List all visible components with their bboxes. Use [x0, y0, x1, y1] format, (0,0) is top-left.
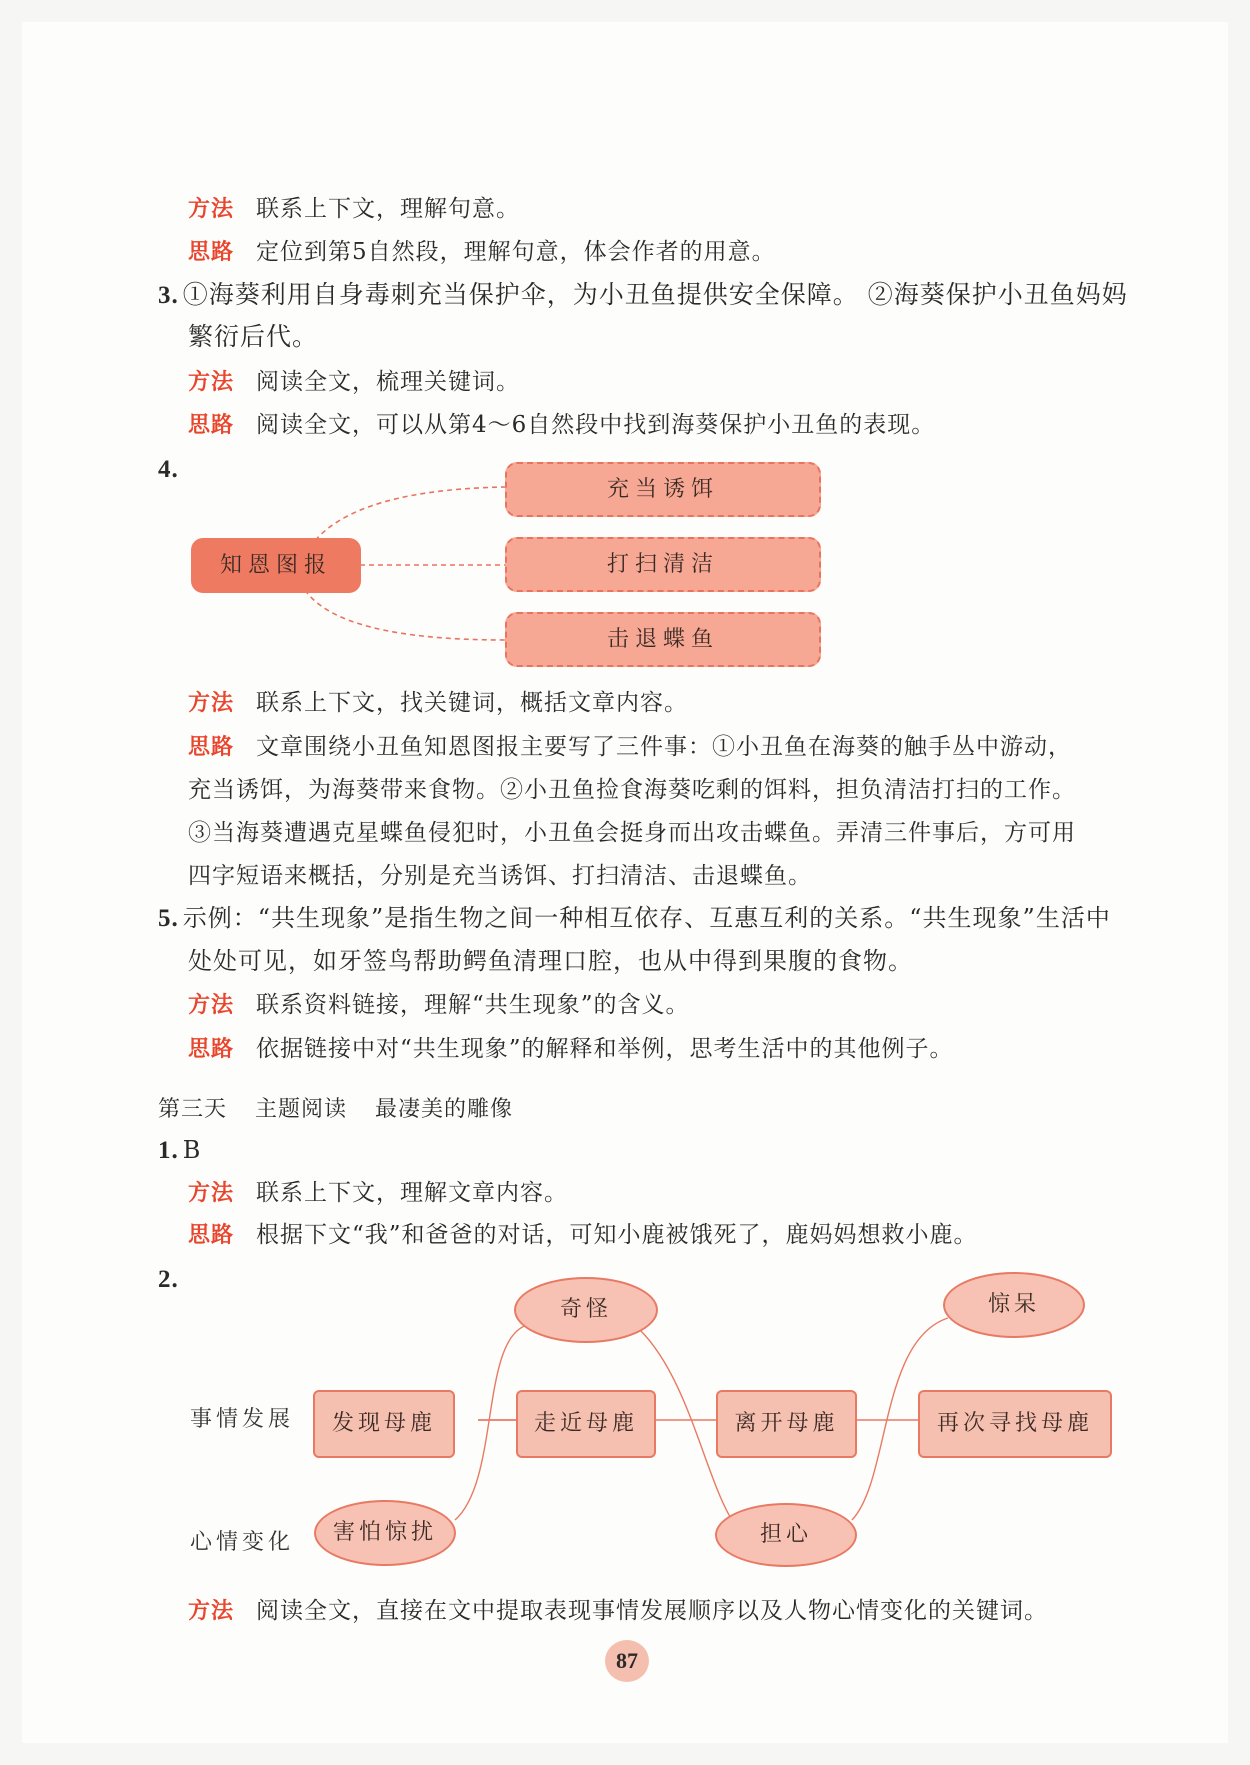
thinking-text: 根据下文“我”和爸爸的对话，可知小鹿被饿死了，鹿妈妈想救小鹿。 — [256, 1222, 978, 1248]
thinking-label: 思路 — [188, 413, 235, 438]
question-number: 1. — [158, 1137, 179, 1164]
thinking-line: ③当海葵遭遇克星蝶鱼侵犯时，小丑鱼会挺身而出攻击蝶鱼。弄清三件事后，方可用 — [188, 820, 1076, 846]
thinking-text: 依据链接中对“共生现象”的解释和举例，思考生活中的其他例子。 — [256, 1036, 954, 1062]
method-label: 方法 — [188, 1181, 235, 1206]
event-node: 走近母鹿 — [516, 1390, 656, 1458]
method-label: 方法 — [188, 993, 235, 1018]
diagram-branch-node: 击退蝶鱼 — [505, 612, 821, 667]
question-number: 5. — [158, 905, 179, 932]
thinking-label: 思路 — [188, 240, 235, 265]
method-label: 方法 — [188, 370, 235, 395]
method-text: 联系上下文，找关键词，概括文章内容。 — [256, 690, 689, 716]
diagram-branch-node: 充当诱饵 — [505, 462, 821, 517]
question-number: 3. — [158, 282, 179, 309]
mood-node-top: 奇怪 — [514, 1277, 658, 1343]
thinking-text: 定位到第5自然段，理解句意，体会作者的用意。 — [256, 239, 776, 265]
heading-day: 第三天 — [158, 1097, 228, 1122]
page-number: 87 — [605, 1640, 649, 1682]
mood-node-top: 惊呆 — [943, 1272, 1085, 1338]
method-label: 方法 — [188, 1599, 235, 1624]
diagram-branch-node: 打扫清洁 — [505, 537, 821, 592]
answer-text: ①海葵利用自身毒刺充当保护伞，为小丑鱼提供安全保障。 ②海葵保护小丑鱼妈妈 — [182, 280, 1128, 309]
method-text: 联系上下文，理解文章内容。 — [256, 1180, 569, 1206]
thinking-label: 思路 — [188, 735, 235, 760]
row-label-moods: 心情变化 — [190, 1530, 295, 1555]
heading-title: 最凄美的雕像 — [375, 1097, 514, 1122]
row-label-events: 事情发展 — [190, 1407, 295, 1432]
answer-text: 示例：“共生现象”是指生物之间一种相互依存、互惠互利的关系。“共生现象”生活中 — [182, 904, 1111, 932]
answer-text: B — [182, 1136, 202, 1164]
diagram-root-node: 知恩图报 — [191, 538, 361, 593]
thinking-label: 思路 — [188, 1223, 235, 1248]
method-text: 阅读全文，梳理关键词。 — [256, 369, 521, 395]
mood-node-bottom: 担心 — [715, 1503, 857, 1567]
thinking-text: 阅读全文，可以从第4～6自然段中找到海葵保护小丑鱼的表现。 — [256, 412, 936, 438]
heading-type: 主题阅读 — [255, 1097, 348, 1122]
q5-answer-line2: 处处可见，如牙签鸟帮助鳄鱼清理口腔，也从中得到果腹的食物。 — [188, 947, 913, 975]
method-text: 联系资料链接，理解“共生现象”的含义。 — [256, 992, 690, 1018]
thinking-line: 充当诱饵，为海葵带来食物。②小丑鱼捡食海葵吃剩的饵料，担负清洁打扫的工作。 — [188, 777, 1076, 803]
question-number: 4. — [158, 456, 179, 483]
event-node: 离开母鹿 — [716, 1390, 857, 1458]
event-node: 发现母鹿 — [313, 1390, 455, 1458]
thinking-label: 思路 — [188, 1037, 235, 1062]
question-number: 2. — [158, 1266, 179, 1293]
mood-node-bottom: 害怕惊扰 — [314, 1500, 456, 1566]
thinking-text: 文章围绕小丑鱼知恩图报主要写了三件事：①小丑鱼在海葵的触手丛中游动， — [256, 734, 1073, 760]
method-label: 方法 — [188, 691, 235, 716]
method-text: 阅读全文，直接在文中提取表现事情发展顺序以及人物心情变化的关键词。 — [256, 1598, 1049, 1624]
thinking-line: 四字短语来概括，分别是充当诱饵、打扫清洁、击退蝶鱼。 — [188, 863, 812, 889]
method-label: 方法 — [188, 197, 235, 222]
method-text: 联系上下文，理解句意。 — [256, 196, 521, 222]
method-row — [188, 1596, 1048, 1627]
event-node: 再次寻找母鹿 — [918, 1390, 1112, 1458]
q3-answer-line2: 繁衍后代。 — [188, 322, 319, 351]
